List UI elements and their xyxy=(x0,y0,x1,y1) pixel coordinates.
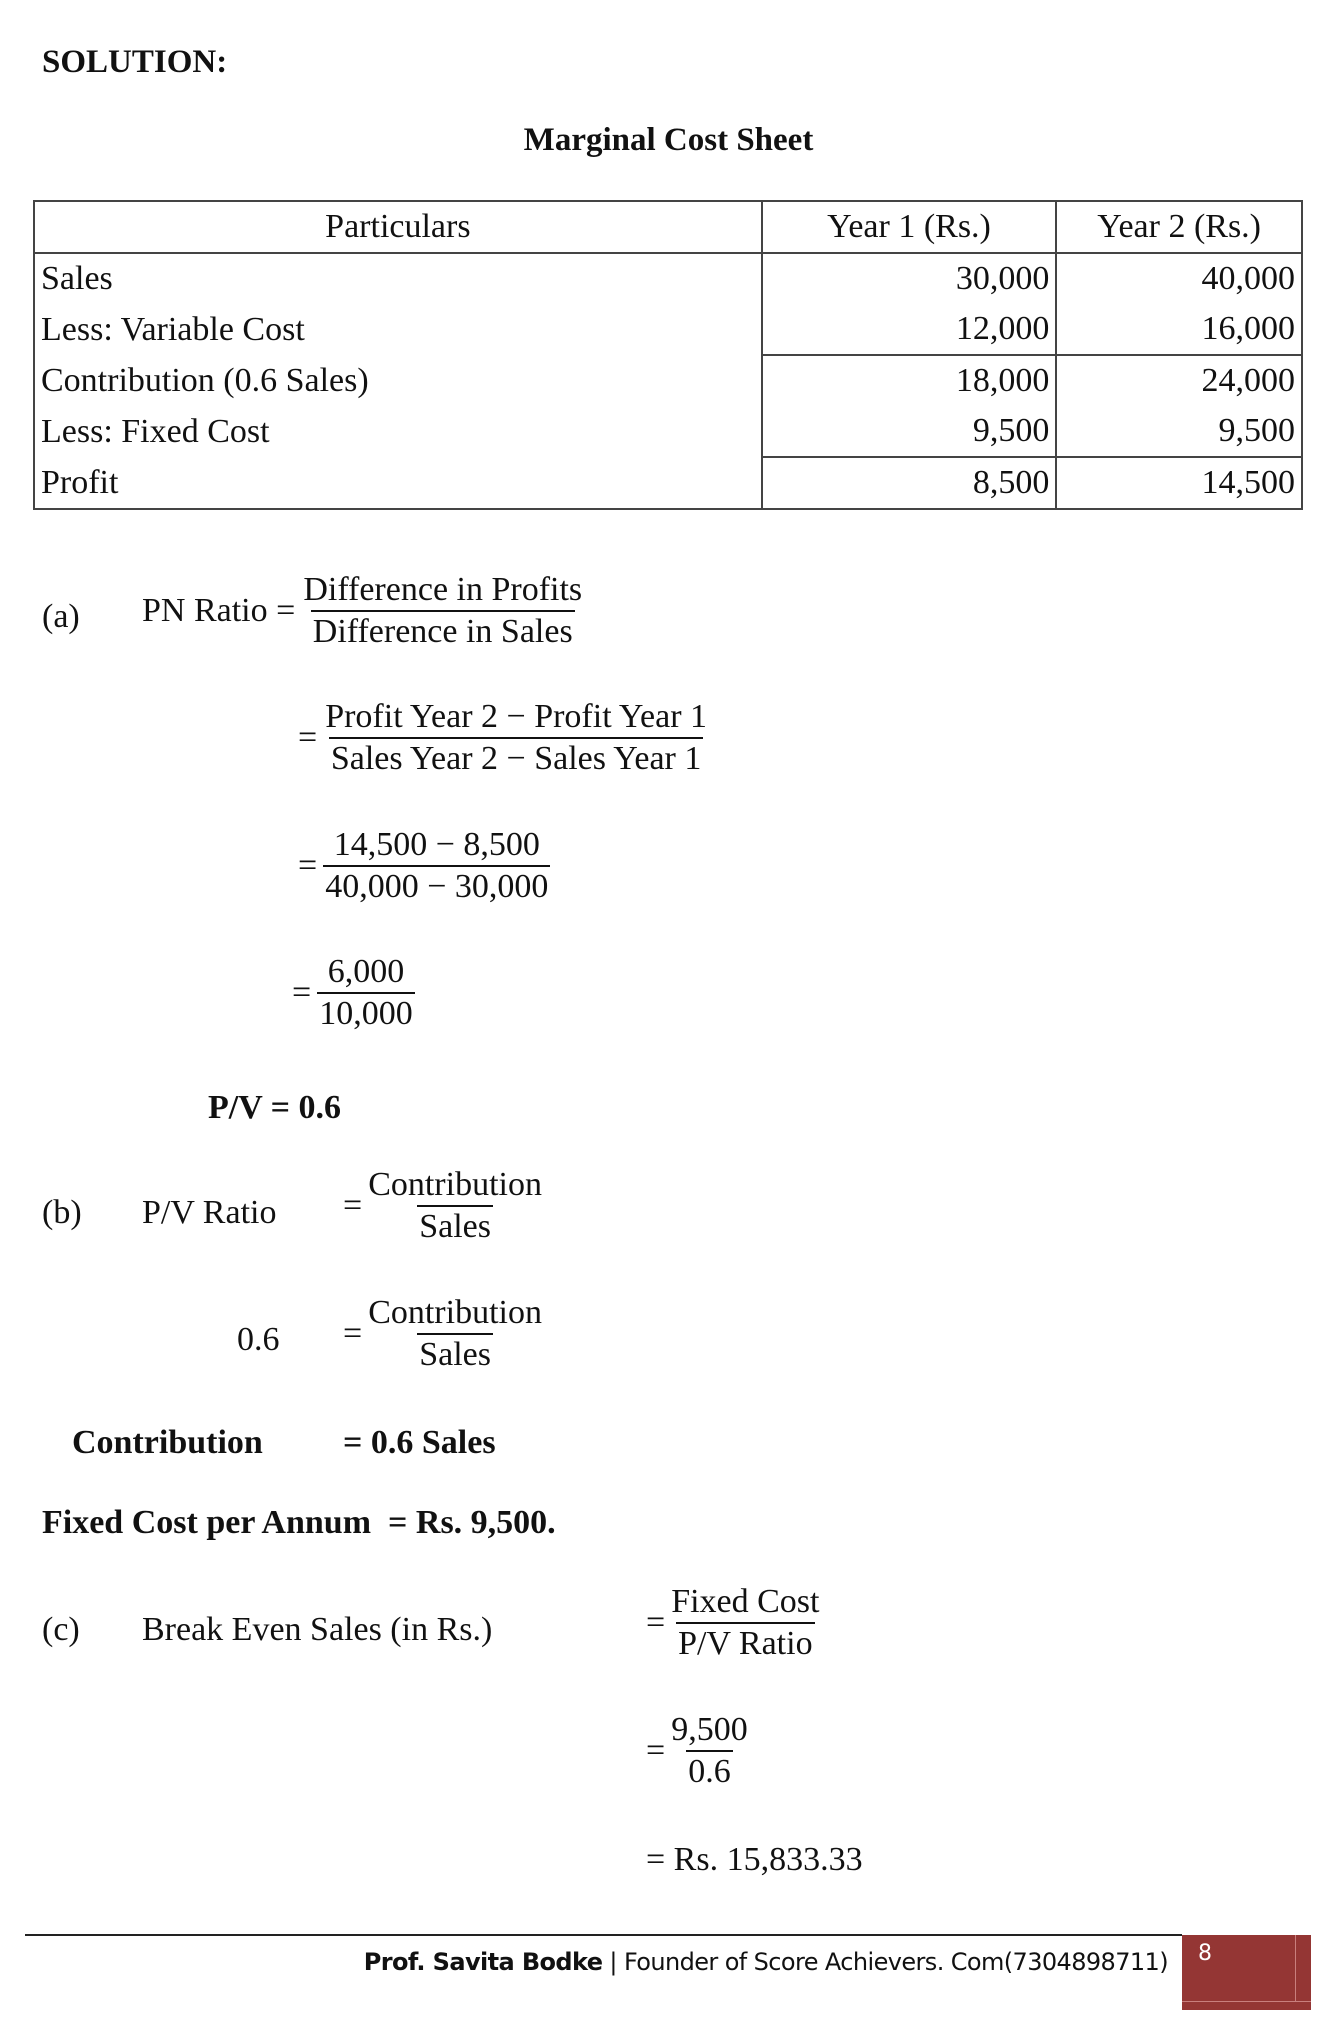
numerator: Contribution xyxy=(368,1166,542,1203)
pn-ratio-step3 xyxy=(298,825,550,907)
footer-author: Prof. Savita Bodke xyxy=(363,1948,603,1976)
pv-ratio-formula xyxy=(343,1165,544,1247)
year2-value: 9,500 xyxy=(1056,406,1302,457)
numerator: 14,500 − 8,500 xyxy=(333,826,540,863)
solution-heading: SOLUTION: xyxy=(42,44,228,80)
numerator: 9,500 xyxy=(671,1711,748,1748)
page-number-box xyxy=(1182,1935,1311,2010)
break-even-label: Break Even Sales (in Rs.) xyxy=(142,1611,493,1648)
fraction-step2 xyxy=(323,697,709,779)
pv-ratio-label: P/V Ratio xyxy=(142,1194,277,1231)
footer-separator: | xyxy=(602,1948,624,1976)
year2-value: 16,000 xyxy=(1056,304,1302,355)
numerator: Difference in Profits xyxy=(303,571,583,608)
page-box-accent-line xyxy=(1295,1935,1296,2001)
denominator: 40,000 − 30,000 xyxy=(323,865,550,907)
marginal-cost-table xyxy=(33,200,1303,510)
fraction-step4 xyxy=(317,952,415,1034)
pn-ratio-step4 xyxy=(292,952,415,1034)
year1-value: 9,500 xyxy=(762,406,1057,457)
row-label: Sales xyxy=(34,253,762,304)
equals-sign: = xyxy=(298,847,318,884)
year1-value: 12,000 xyxy=(762,304,1057,355)
denominator: P/V Ratio xyxy=(676,1622,814,1664)
contribution-label: Contribution xyxy=(72,1424,263,1461)
row-label: Contribution (0.6 Sales) xyxy=(34,355,762,406)
pn-ratio-formula xyxy=(142,570,584,652)
footer-tagline: Founder of Score Achievers. Com(7304898711) xyxy=(623,1948,1168,1976)
year1-value: 18,000 xyxy=(762,355,1057,406)
year1-value: 8,500 xyxy=(762,457,1057,509)
fraction-contribution-sales xyxy=(366,1165,544,1247)
denominator: Sales xyxy=(417,1205,493,1247)
fraction-step1 xyxy=(301,570,584,652)
table-row xyxy=(34,406,1302,457)
denominator: 0.6 xyxy=(686,1750,733,1792)
column-header-year2: Year 2 (Rs.) xyxy=(1056,201,1302,253)
column-header-year1: Year 1 (Rs.) xyxy=(762,201,1057,253)
table-row xyxy=(34,253,1302,304)
denominator: Sales xyxy=(417,1333,493,1375)
contribution-value: = 0.6 Sales xyxy=(343,1424,496,1461)
pv-value-formula xyxy=(343,1293,544,1375)
pn-ratio-step2 xyxy=(298,697,709,779)
year2-value: 24,000 xyxy=(1056,355,1302,406)
table-row xyxy=(34,304,1302,355)
numerator: Fixed Cost xyxy=(671,1583,820,1620)
table-row xyxy=(34,457,1302,509)
equals-sign: = xyxy=(343,1187,363,1224)
fraction-values xyxy=(669,1710,750,1792)
year2-value: 40,000 xyxy=(1056,253,1302,304)
year1-value: 30,000 xyxy=(762,253,1057,304)
fraction-contribution-sales xyxy=(366,1293,544,1375)
break-even-result: = Rs. 15,833.33 xyxy=(646,1841,863,1878)
break-even-formula xyxy=(646,1582,822,1664)
footer-divider xyxy=(25,1934,1182,1936)
page-number: 8 xyxy=(1198,1941,1212,1966)
column-header-particulars: Particulars xyxy=(34,201,762,253)
pn-ratio-label: PN Ratio = xyxy=(142,592,296,629)
numerator: Contribution xyxy=(368,1294,542,1331)
equals-sign: = xyxy=(292,974,312,1011)
row-label: Profit xyxy=(34,457,762,509)
year2-value: 14,500 xyxy=(1056,457,1302,509)
denominator: Sales Year 2 − Sales Year 1 xyxy=(329,737,704,779)
row-label: Less: Variable Cost xyxy=(34,304,762,355)
table-row xyxy=(34,355,1302,406)
equals-sign: = xyxy=(646,1732,666,1769)
sheet-title: Marginal Cost Sheet xyxy=(523,122,814,158)
footer-credit xyxy=(0,1948,1168,1976)
numerator: 6,000 xyxy=(327,953,405,990)
table-header-row xyxy=(34,201,1302,253)
fraction-fixed-cost-pv xyxy=(669,1582,821,1664)
pv-result: P/V = 0.6 xyxy=(208,1089,342,1126)
denominator: 10,000 xyxy=(317,992,415,1034)
pv-value-label: 0.6 xyxy=(237,1321,280,1358)
fraction-step3 xyxy=(323,825,550,907)
row-label: Less: Fixed Cost xyxy=(34,406,762,457)
part-b-marker: (b) xyxy=(42,1194,82,1231)
equals-sign: = xyxy=(343,1315,363,1352)
page-box-accent-line xyxy=(1182,2001,1311,2002)
break-even-step2 xyxy=(646,1710,750,1792)
fixed-cost-line: Fixed Cost per Annum = Rs. 9,500. xyxy=(42,1504,556,1541)
part-c-marker: (c) xyxy=(42,1611,80,1648)
numerator: Profit Year 2 − Profit Year 1 xyxy=(325,698,708,735)
denominator: Difference in Sales xyxy=(311,610,575,652)
equals-sign: = xyxy=(298,719,318,756)
equals-sign: = xyxy=(646,1604,666,1641)
part-a-marker: (a) xyxy=(42,598,80,635)
